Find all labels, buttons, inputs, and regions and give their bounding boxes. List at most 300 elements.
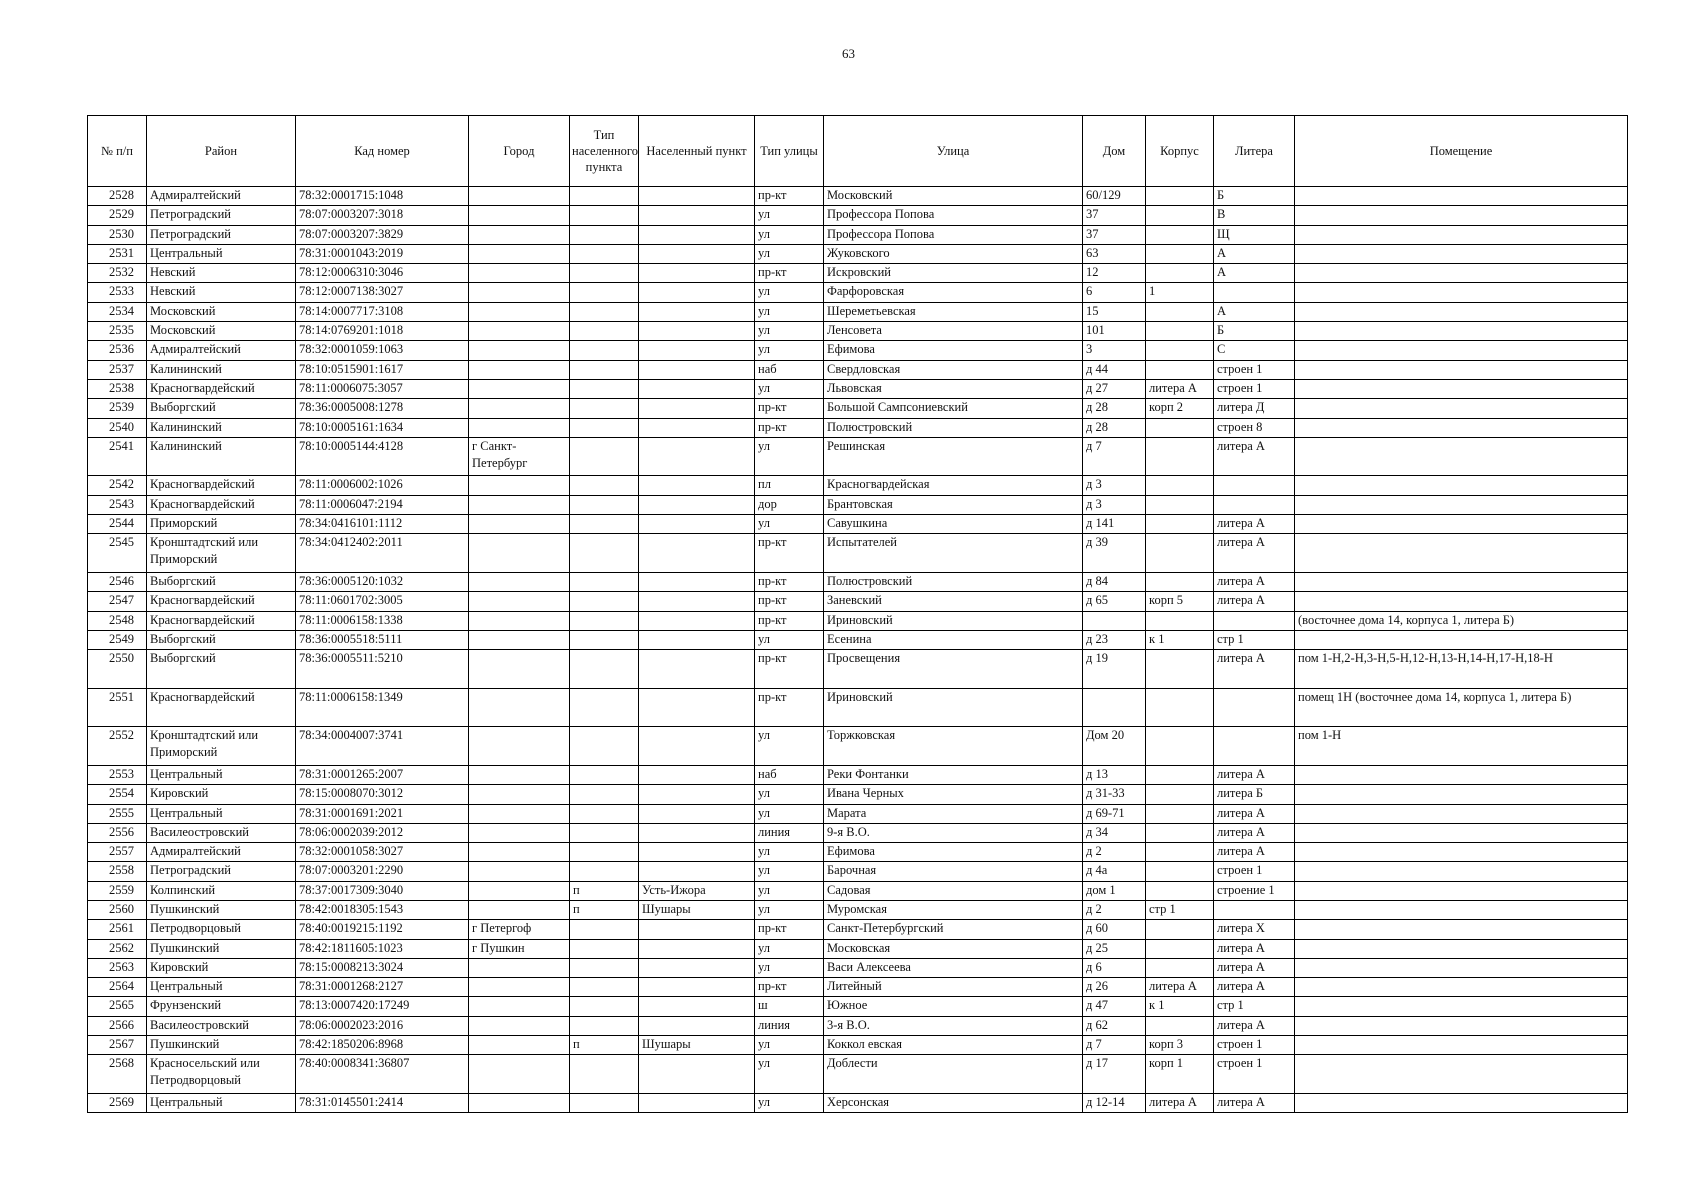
cell-city <box>469 862 570 881</box>
cell-house <box>1083 611 1146 630</box>
cell-building <box>1146 302 1214 321</box>
cell-cadastral-number: 78:11:0006075:3057 <box>296 379 469 398</box>
cell-building <box>1146 823 1214 842</box>
cell-building <box>1146 534 1214 573</box>
cell-building <box>1146 515 1214 534</box>
cell-premises <box>1295 225 1628 244</box>
cell-building <box>1146 843 1214 862</box>
cell-district: Центральный <box>147 1093 296 1112</box>
cell-letter: А <box>1214 302 1295 321</box>
page-number: 63 <box>842 46 855 61</box>
cell-row-number: 2555 <box>88 804 147 823</box>
cell-premises <box>1295 244 1628 263</box>
cell-district: Петроградский <box>147 206 296 225</box>
cell-district: Красногвардейский <box>147 688 296 727</box>
table-row <box>88 283 1628 302</box>
cell-district: Кронштадтский или Приморский <box>147 727 296 766</box>
cell-cadastral-number: 78:07:0003207:3829 <box>296 225 469 244</box>
cell-house: д 7 <box>1083 437 1146 476</box>
cell-settlement-type: п <box>570 881 639 900</box>
cell-row-number: 2541 <box>88 437 147 476</box>
cell-city <box>469 1016 570 1035</box>
table-row <box>88 322 1628 341</box>
cell-row-number: 2559 <box>88 881 147 900</box>
cell-house: д 25 <box>1083 939 1146 958</box>
cell-premises: (восточнее дома 14, корпуса 1, литера Б) <box>1295 611 1628 630</box>
cell-house: д 47 <box>1083 997 1146 1016</box>
cell-street-type: ул <box>755 843 824 862</box>
cell-settlement-type <box>570 534 639 573</box>
cell-cadastral-number: 78:11:0006002:1026 <box>296 476 469 495</box>
cell-building <box>1146 1016 1214 1035</box>
cell-district: Василеостровский <box>147 1016 296 1035</box>
cell-cadastral-number: 78:31:0001043:2019 <box>296 244 469 263</box>
cell-cadastral-number: 78:10:0005161:1634 <box>296 418 469 437</box>
table-row <box>88 958 1628 977</box>
table-row <box>88 206 1628 225</box>
cell-premises <box>1295 418 1628 437</box>
cell-settlement <box>639 630 755 649</box>
cell-street: Заневский <box>824 592 1083 611</box>
cell-street-type: пр-кт <box>755 187 824 206</box>
cell-row-number: 2547 <box>88 592 147 611</box>
cell-settlement-type <box>570 843 639 862</box>
cell-street-type: ул <box>755 727 824 766</box>
cell-district: Красногвардейский <box>147 476 296 495</box>
cell-settlement <box>639 437 755 476</box>
cell-house: д 34 <box>1083 823 1146 842</box>
cell-settlement: Шушары <box>639 900 755 919</box>
cell-settlement <box>639 360 755 379</box>
cell-city <box>469 650 570 689</box>
cell-cadastral-number: 78:15:0008213:3024 <box>296 958 469 977</box>
cell-letter: литера Д <box>1214 399 1295 418</box>
cell-cadastral-number: 78:14:0007717:3108 <box>296 302 469 321</box>
cell-city <box>469 611 570 630</box>
cell-house: д 65 <box>1083 592 1146 611</box>
cell-cadastral-number: 78:06:0002023:2016 <box>296 1016 469 1035</box>
cell-house: д 27 <box>1083 379 1146 398</box>
cell-city: г Санкт-Петербург <box>469 437 570 476</box>
cell-row-number: 2528 <box>88 187 147 206</box>
header-cadastral-number: Кад номер <box>296 116 469 187</box>
cell-district: Фрунзенский <box>147 997 296 1016</box>
cell-street: Профессора Попова <box>824 206 1083 225</box>
cell-row-number: 2564 <box>88 978 147 997</box>
cell-street: Васи Алексеева <box>824 958 1083 977</box>
cell-district: Петроградский <box>147 862 296 881</box>
cell-building <box>1146 264 1214 283</box>
cell-settlement <box>639 264 755 283</box>
cell-street: Искровский <box>824 264 1083 283</box>
cell-district: Выборгский <box>147 399 296 418</box>
cell-settlement-type <box>570 379 639 398</box>
cell-letter: литера А <box>1214 939 1295 958</box>
cell-settlement-type <box>570 997 639 1016</box>
cell-premises <box>1295 804 1628 823</box>
cell-cadastral-number: 78:31:0001265:2007 <box>296 765 469 784</box>
cell-row-number: 2568 <box>88 1055 147 1094</box>
cell-building <box>1146 881 1214 900</box>
cell-settlement-type <box>570 765 639 784</box>
cell-letter: литера А <box>1214 1016 1295 1035</box>
cell-settlement-type <box>570 978 639 997</box>
cell-house: д 44 <box>1083 360 1146 379</box>
cell-building <box>1146 727 1214 766</box>
cell-building: литера А <box>1146 1093 1214 1112</box>
cell-street-type: наб <box>755 765 824 784</box>
table-row <box>88 939 1628 958</box>
cell-street-type: пр-кт <box>755 264 824 283</box>
cell-street-type: ул <box>755 515 824 534</box>
cell-settlement-type <box>570 206 639 225</box>
cell-house: д 3 <box>1083 495 1146 514</box>
table-row <box>88 1016 1628 1035</box>
cell-settlement <box>639 785 755 804</box>
cell-settlement <box>639 592 755 611</box>
cell-premises <box>1295 920 1628 939</box>
cell-row-number: 2531 <box>88 244 147 263</box>
cell-building <box>1146 804 1214 823</box>
cell-street-type: пр-кт <box>755 418 824 437</box>
table-row <box>88 244 1628 263</box>
cell-letter: литера А <box>1214 572 1295 591</box>
cell-premises <box>1295 785 1628 804</box>
cell-settlement <box>639 688 755 727</box>
table-row <box>88 379 1628 398</box>
cell-street-type: ул <box>755 244 824 263</box>
cell-cadastral-number: 78:11:0006158:1349 <box>296 688 469 727</box>
cell-street-type: наб <box>755 360 824 379</box>
cell-settlement-type <box>570 341 639 360</box>
cell-cadastral-number: 78:42:1850206:8968 <box>296 1036 469 1055</box>
cell-street: Барочная <box>824 862 1083 881</box>
cell-building <box>1146 611 1214 630</box>
cell-settlement <box>639 476 755 495</box>
cell-letter: строен 8 <box>1214 418 1295 437</box>
cell-premises <box>1295 264 1628 283</box>
cell-cadastral-number: 78:34:0004007:3741 <box>296 727 469 766</box>
cell-street: Ленсовета <box>824 322 1083 341</box>
cell-city <box>469 978 570 997</box>
cell-street-type: ул <box>755 630 824 649</box>
cell-letter <box>1214 476 1295 495</box>
cell-house: д 2 <box>1083 843 1146 862</box>
cell-settlement-type <box>570 225 639 244</box>
cell-city <box>469 476 570 495</box>
cell-row-number: 2551 <box>88 688 147 727</box>
cell-premises <box>1295 823 1628 842</box>
cell-premises <box>1295 900 1628 919</box>
cell-premises <box>1295 843 1628 862</box>
cell-city <box>469 206 570 225</box>
cell-premises <box>1295 997 1628 1016</box>
cell-house: дом 1 <box>1083 881 1146 900</box>
cell-house: д 6 <box>1083 958 1146 977</box>
cell-settlement-type <box>570 1055 639 1094</box>
cell-row-number: 2544 <box>88 515 147 534</box>
cell-house: д 4а <box>1083 862 1146 881</box>
cell-district: Пушкинский <box>147 939 296 958</box>
cell-house: д 12-14 <box>1083 1093 1146 1112</box>
cell-house: 12 <box>1083 264 1146 283</box>
cell-street-type: ул <box>755 206 824 225</box>
table-row <box>88 804 1628 823</box>
cell-street: Жуковского <box>824 244 1083 263</box>
cell-settlement <box>639 823 755 842</box>
cell-cadastral-number: 78:11:0006158:1338 <box>296 611 469 630</box>
cell-settlement <box>639 920 755 939</box>
cell-cadastral-number: 78:07:0003201:2290 <box>296 862 469 881</box>
cell-row-number: 2558 <box>88 862 147 881</box>
cell-cadastral-number: 78:34:0416101:1112 <box>296 515 469 534</box>
cell-letter <box>1214 900 1295 919</box>
cell-street: Шереметьевская <box>824 302 1083 321</box>
cell-building: корп 5 <box>1146 592 1214 611</box>
cell-premises <box>1295 360 1628 379</box>
cell-city <box>469 1093 570 1112</box>
cell-cadastral-number: 78:10:0515901:1617 <box>296 360 469 379</box>
cell-house: д 28 <box>1083 399 1146 418</box>
cell-settlement <box>639 187 755 206</box>
cell-settlement-type <box>570 187 639 206</box>
cell-cadastral-number: 78:36:0005511:5210 <box>296 650 469 689</box>
cell-cadastral-number: 78:12:0007138:3027 <box>296 283 469 302</box>
cell-street: Ивана Черных <box>824 785 1083 804</box>
cell-settlement <box>639 225 755 244</box>
cell-street-type: ул <box>755 1036 824 1055</box>
cell-cadastral-number: 78:32:0001059:1063 <box>296 341 469 360</box>
cell-premises <box>1295 939 1628 958</box>
cell-building: корп 2 <box>1146 399 1214 418</box>
cell-street-type: ул <box>755 302 824 321</box>
cell-settlement <box>639 302 755 321</box>
cell-street: Полюстровский <box>824 418 1083 437</box>
cell-letter: стр 1 <box>1214 630 1295 649</box>
cell-row-number: 2566 <box>88 1016 147 1035</box>
cell-letter: литера А <box>1214 437 1295 476</box>
cell-street: Муромская <box>824 900 1083 919</box>
cell-city <box>469 187 570 206</box>
cell-city <box>469 630 570 649</box>
cell-street-type: ул <box>755 958 824 977</box>
table-row <box>88 1055 1628 1094</box>
cell-premises <box>1295 187 1628 206</box>
cell-building: к 1 <box>1146 997 1214 1016</box>
header-number: № п/п <box>88 116 147 187</box>
cell-settlement <box>639 611 755 630</box>
cell-district: Красногвардейский <box>147 611 296 630</box>
cell-row-number: 2537 <box>88 360 147 379</box>
cell-city <box>469 843 570 862</box>
cell-cadastral-number: 78:36:0005008:1278 <box>296 399 469 418</box>
cell-row-number: 2562 <box>88 939 147 958</box>
cell-street-type: ул <box>755 900 824 919</box>
header-settlement-type: Тип населенного пункта <box>570 116 639 187</box>
cell-district: Калининский <box>147 360 296 379</box>
cell-settlement: Усть-Ижора <box>639 881 755 900</box>
cell-street-type: пр-кт <box>755 572 824 591</box>
cell-premises <box>1295 630 1628 649</box>
cell-row-number: 2535 <box>88 322 147 341</box>
cell-cadastral-number: 78:36:0005120:1032 <box>296 572 469 591</box>
table-row <box>88 611 1628 630</box>
cell-premises: пом 1-Н <box>1295 727 1628 766</box>
cell-building: литера А <box>1146 379 1214 398</box>
cell-district: Пушкинский <box>147 900 296 919</box>
table-row <box>88 360 1628 379</box>
cell-settlement <box>639 572 755 591</box>
cell-premises <box>1295 476 1628 495</box>
cell-letter: строение 1 <box>1214 881 1295 900</box>
cell-premises <box>1295 302 1628 321</box>
cell-row-number: 2567 <box>88 1036 147 1055</box>
cell-settlement <box>639 1055 755 1094</box>
cell-city <box>469 322 570 341</box>
cell-premises <box>1295 283 1628 302</box>
cell-street-type: ул <box>755 437 824 476</box>
cell-settlement <box>639 418 755 437</box>
cell-street: Львовская <box>824 379 1083 398</box>
cell-settlement-type <box>570 785 639 804</box>
cell-house: 15 <box>1083 302 1146 321</box>
cell-city <box>469 264 570 283</box>
cell-row-number: 2548 <box>88 611 147 630</box>
cell-premises <box>1295 341 1628 360</box>
cell-letter: А <box>1214 244 1295 263</box>
cell-premises <box>1295 765 1628 784</box>
cell-district: Невский <box>147 264 296 283</box>
cell-row-number: 2542 <box>88 476 147 495</box>
cell-settlement-type <box>570 322 639 341</box>
cell-building <box>1146 572 1214 591</box>
cell-settlement <box>639 804 755 823</box>
cell-street-type: пр-кт <box>755 592 824 611</box>
cell-house: 3 <box>1083 341 1146 360</box>
cell-cadastral-number: 78:42:0018305:1543 <box>296 900 469 919</box>
cell-street: Брантовская <box>824 495 1083 514</box>
cell-settlement-type <box>570 360 639 379</box>
table-row <box>88 225 1628 244</box>
cell-settlement <box>639 978 755 997</box>
cell-district: Выборгский <box>147 650 296 689</box>
cell-house: 63 <box>1083 244 1146 263</box>
cell-city: г Петергоф <box>469 920 570 939</box>
cell-city <box>469 379 570 398</box>
cell-settlement: Шушары <box>639 1036 755 1055</box>
cell-premises <box>1295 437 1628 476</box>
cell-street: 9-я В.О. <box>824 823 1083 842</box>
table-row <box>88 476 1628 495</box>
cell-street: Доблести <box>824 1055 1083 1094</box>
cell-building <box>1146 785 1214 804</box>
cell-city <box>469 900 570 919</box>
cell-settlement-type <box>570 418 639 437</box>
cell-street-type: ул <box>755 862 824 881</box>
cell-letter: литера Х <box>1214 920 1295 939</box>
cell-street-type: линия <box>755 1016 824 1035</box>
table-row <box>88 785 1628 804</box>
table-row <box>88 843 1628 862</box>
cell-city <box>469 727 570 766</box>
cell-street: Садовая <box>824 881 1083 900</box>
table-row <box>88 1036 1628 1055</box>
table-row <box>88 437 1628 476</box>
cell-house: д 69-71 <box>1083 804 1146 823</box>
cell-street: Свердловская <box>824 360 1083 379</box>
table-row <box>88 862 1628 881</box>
cell-district: Колпинский <box>147 881 296 900</box>
cell-cadastral-number: 78:15:0008070:3012 <box>296 785 469 804</box>
table-header-row <box>88 116 1628 187</box>
cell-row-number: 2563 <box>88 958 147 977</box>
cell-building <box>1146 360 1214 379</box>
cell-street: Большой Сампсониевский <box>824 399 1083 418</box>
cell-building <box>1146 765 1214 784</box>
table-row <box>88 399 1628 418</box>
cell-cadastral-number: 78:31:0001268:2127 <box>296 978 469 997</box>
cell-settlement-type <box>570 495 639 514</box>
cell-settlement-type <box>570 939 639 958</box>
cell-street: Ириновский <box>824 688 1083 727</box>
cell-letter: литера А <box>1214 515 1295 534</box>
cell-row-number: 2529 <box>88 206 147 225</box>
cell-district: Петродворцовый <box>147 920 296 939</box>
cell-district: Адмиралтейский <box>147 843 296 862</box>
cell-settlement-type <box>570 630 639 649</box>
table-row <box>88 978 1628 997</box>
table-row <box>88 592 1628 611</box>
cell-letter <box>1214 611 1295 630</box>
header-settlement: Населенный пункт <box>639 116 755 187</box>
cell-street: Фарфоровская <box>824 283 1083 302</box>
cell-building <box>1146 341 1214 360</box>
table-row <box>88 515 1628 534</box>
cell-house: д 84 <box>1083 572 1146 591</box>
cell-letter: литера А <box>1214 978 1295 997</box>
cell-settlement-type <box>570 1016 639 1035</box>
cell-building <box>1146 920 1214 939</box>
cell-building <box>1146 939 1214 958</box>
cell-letter: строен 1 <box>1214 862 1295 881</box>
cell-cadastral-number: 78:10:0005144:4128 <box>296 437 469 476</box>
cell-row-number: 2546 <box>88 572 147 591</box>
cell-city <box>469 881 570 900</box>
cell-row-number: 2532 <box>88 264 147 283</box>
cell-row-number: 2545 <box>88 534 147 573</box>
cell-city <box>469 688 570 727</box>
table-row <box>88 572 1628 591</box>
cell-settlement <box>639 862 755 881</box>
cell-house: д 39 <box>1083 534 1146 573</box>
cell-building <box>1146 495 1214 514</box>
cell-settlement <box>639 650 755 689</box>
cell-district: Калининский <box>147 437 296 476</box>
cell-house: д 3 <box>1083 476 1146 495</box>
cell-letter: литера А <box>1214 804 1295 823</box>
cell-settlement <box>639 939 755 958</box>
cell-district: Московский <box>147 302 296 321</box>
cell-row-number: 2565 <box>88 997 147 1016</box>
cell-row-number: 2549 <box>88 630 147 649</box>
header-city: Город <box>469 116 570 187</box>
cell-letter <box>1214 688 1295 727</box>
cell-city <box>469 997 570 1016</box>
cell-settlement-type <box>570 302 639 321</box>
cell-city <box>469 804 570 823</box>
cell-city <box>469 244 570 263</box>
cell-row-number: 2557 <box>88 843 147 862</box>
